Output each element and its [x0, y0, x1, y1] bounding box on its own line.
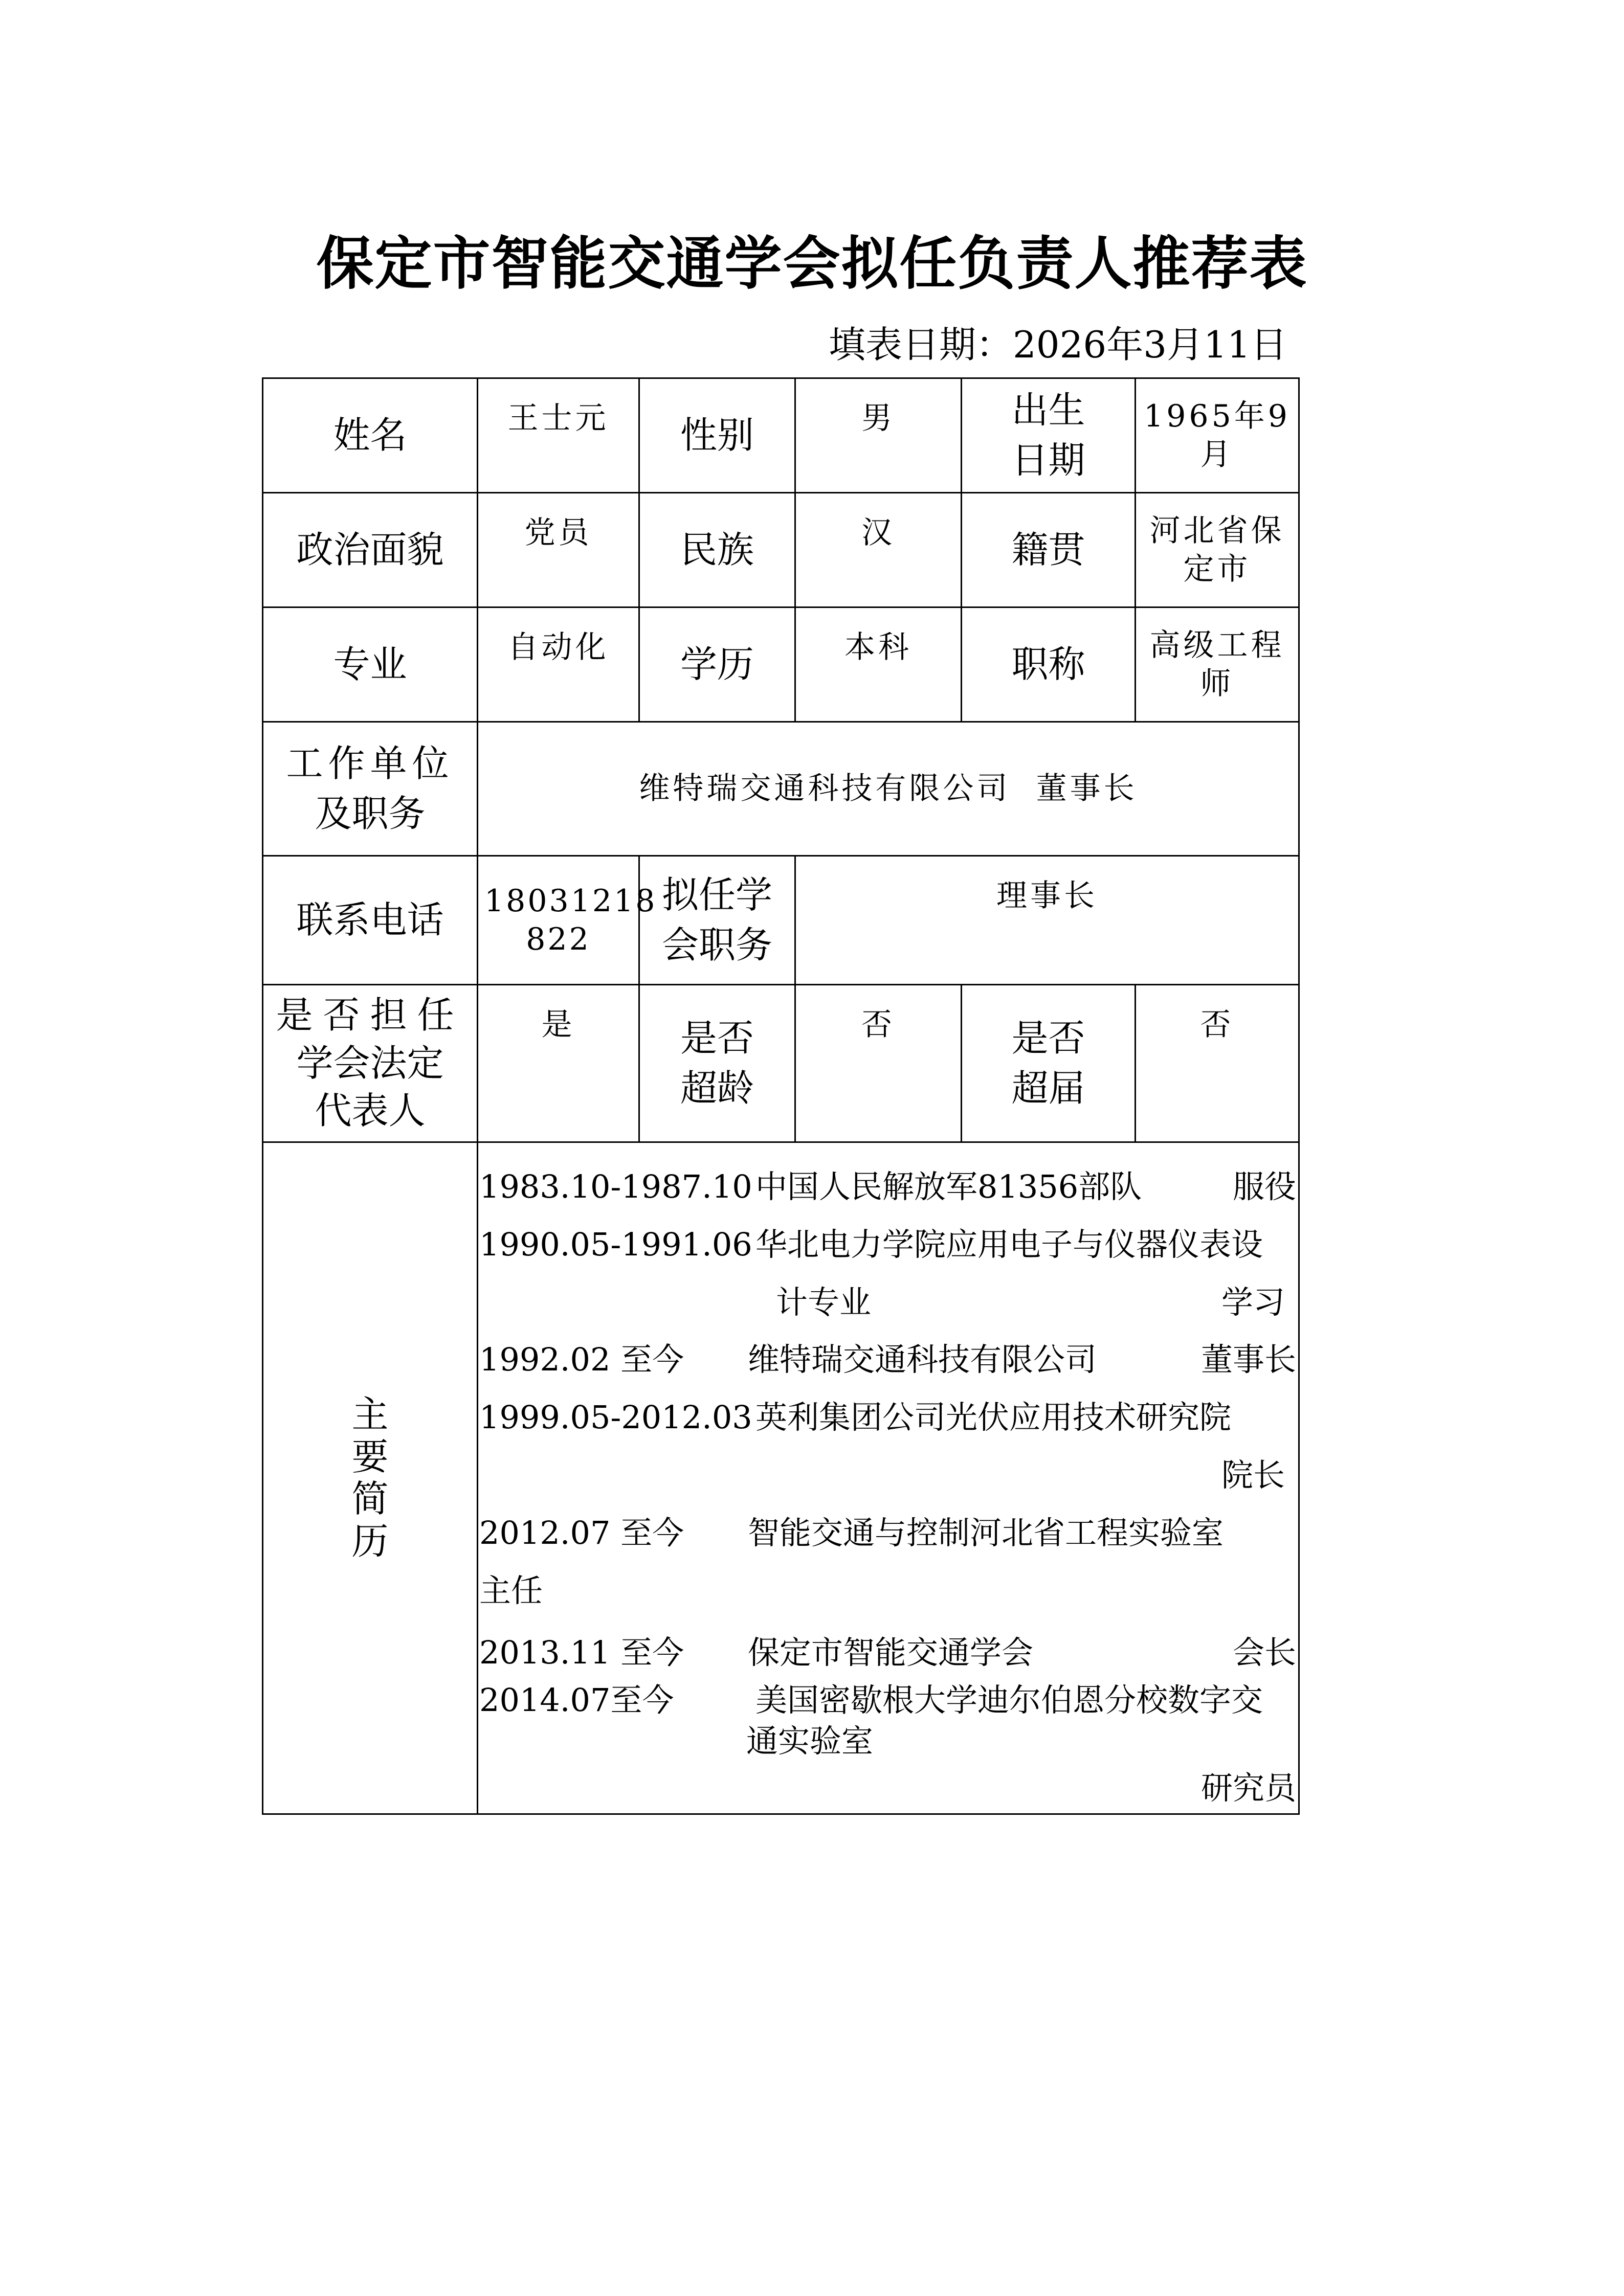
- label-name: 姓名: [263, 378, 478, 493]
- value-overage: 否: [795, 985, 962, 1142]
- label-native-place: 籍贯: [962, 493, 1136, 607]
- row-basic-1: [263, 378, 1299, 493]
- value-native-line1: 河北省保: [1149, 512, 1285, 549]
- value-title-line1: 高级工程: [1149, 627, 1285, 663]
- resume-date: 1983.10-1987.10: [479, 1168, 752, 1205]
- label-resume-char1: 主: [351, 1392, 389, 1436]
- resume-role: 董事长: [1200, 1341, 1296, 1379]
- label-post-line1: 拟任学: [661, 873, 772, 917]
- resume-role: 研究员: [1200, 1769, 1296, 1807]
- value-politics: 党员: [478, 493, 639, 607]
- resume-entry-2-cont: [479, 1274, 1296, 1332]
- resume-org: 维特瑞交通科技有限公司: [748, 1341, 1097, 1379]
- fill-date: 填表日期：2026年3月11日: [829, 323, 1287, 366]
- row-resume: [263, 1142, 1299, 1814]
- row-work: [263, 722, 1299, 856]
- label-gender: 性别: [639, 378, 795, 493]
- label-legal-line3: 代表人: [315, 1089, 426, 1133]
- value-phone-line2: 822: [526, 921, 591, 957]
- value-education: 本科: [795, 607, 962, 722]
- resume-entry-2: [479, 1216, 1296, 1274]
- resume-content: [478, 1142, 1299, 1814]
- label-politics: 政治面貌: [263, 493, 478, 607]
- resume-entry-3: [479, 1331, 1296, 1389]
- value-major: 自动化: [478, 607, 639, 722]
- value-birth-date: [1136, 378, 1299, 493]
- resume-org: 英利集团公司光伏应用技术研究院: [755, 1399, 1232, 1436]
- value-native-place: [1136, 493, 1299, 607]
- resume-org: 中国人民解放军81356部队: [755, 1168, 1142, 1205]
- resume-date: 2013.11 至今: [479, 1633, 684, 1671]
- value-legal-rep: 是: [478, 985, 639, 1142]
- resume-entry-5: [479, 1504, 1296, 1562]
- label-major: 专业: [263, 607, 478, 722]
- resume-org: 美国密歇根大学迪尔伯恩分校数字交: [755, 1681, 1263, 1719]
- resume-entry-1: [479, 1158, 1296, 1216]
- resume-role: 学习: [1221, 1283, 1285, 1321]
- label-overterm-line2: 超届: [1011, 1066, 1085, 1110]
- resume-org: 保定市智能交通学会: [748, 1633, 1034, 1671]
- value-birth-line1: 1965年9: [1144, 398, 1291, 434]
- resume-entry-7: [479, 1681, 1296, 1719]
- resume-org: 华北电力学院应用电子与仪器仪表设: [755, 1225, 1263, 1263]
- resume-role: 主任: [479, 1571, 543, 1609]
- label-post-line2: 会职务: [661, 923, 772, 966]
- value-ethnicity: 汉: [795, 493, 962, 607]
- label-phone: 联系电话: [263, 856, 478, 985]
- label-birth-line2: 日期: [1011, 438, 1085, 482]
- label-resume-char4: 历: [351, 1520, 389, 1563]
- page-title: 保定市智能交通学会拟任负责人推荐表: [316, 231, 1308, 297]
- row-status: [263, 985, 1299, 1142]
- value-birth-line2: 月: [1200, 436, 1234, 472]
- label-birth-date: [962, 378, 1136, 493]
- resume-date: 2014.07至今: [479, 1681, 674, 1719]
- label-title: 职称: [962, 607, 1136, 722]
- resume-date: 2012.07 至今: [479, 1514, 684, 1551]
- label-overage-line1: 是否: [680, 1017, 754, 1060]
- label-overage: [639, 985, 795, 1142]
- resume-role: 院长: [1221, 1456, 1285, 1494]
- label-proposed-post: [639, 856, 795, 985]
- resume-entry-6: [479, 1624, 1296, 1682]
- label-education: 学历: [639, 607, 795, 722]
- label-work-line1: 工作单位: [286, 742, 454, 785]
- label-overage-line2: 超龄: [680, 1066, 754, 1110]
- label-legal-rep: [263, 985, 478, 1142]
- label-resume-char3: 简: [351, 1477, 389, 1521]
- label-legal-line1: 是否担任: [276, 994, 464, 1037]
- recommendation-form: [262, 377, 1300, 1815]
- resume-date: 1999.05-2012.03: [479, 1399, 752, 1436]
- value-phone: [478, 856, 657, 985]
- value-proposed-post: 理事长: [795, 856, 1299, 985]
- row-basic-2: [263, 493, 1299, 607]
- label-resume: [263, 1142, 478, 1814]
- resume-date: 1992.02 至今: [479, 1341, 684, 1379]
- label-birth-line1: 出生: [1011, 389, 1085, 432]
- value-name: 王士元: [478, 378, 639, 493]
- resume-entry-4: [479, 1389, 1296, 1447]
- row-phone: [263, 856, 1299, 985]
- resume-role: 服役: [1232, 1168, 1296, 1205]
- label-work-unit: [263, 722, 478, 856]
- value-work-unit: 维特瑞交通科技有限公司 董事长: [478, 722, 1299, 856]
- value-phone-line1: 18031218: [484, 883, 657, 919]
- label-ethnicity: 民族: [639, 493, 795, 607]
- resume-org-cont: 通实验室: [746, 1722, 874, 1760]
- resume-role: 会长: [1232, 1633, 1296, 1671]
- label-work-line2: 及职务: [315, 792, 426, 835]
- label-overterm: [962, 985, 1136, 1142]
- label-legal-line2: 学会法定: [296, 1041, 444, 1085]
- value-gender: 男: [795, 378, 962, 493]
- resume-org-cont: 计专业: [776, 1283, 872, 1321]
- label-resume-char2: 要: [351, 1435, 389, 1478]
- value-title-line2: 师: [1200, 665, 1234, 702]
- row-basic-3: [263, 607, 1299, 722]
- value-title: [1136, 607, 1299, 722]
- value-overterm: 否: [1136, 985, 1299, 1142]
- label-overterm-line1: 是否: [1011, 1017, 1085, 1060]
- value-native-line2: 定市: [1183, 551, 1251, 587]
- resume-org: 智能交通与控制河北省工程实验室: [748, 1514, 1224, 1551]
- resume-date: 1990.05-1991.06: [479, 1225, 752, 1263]
